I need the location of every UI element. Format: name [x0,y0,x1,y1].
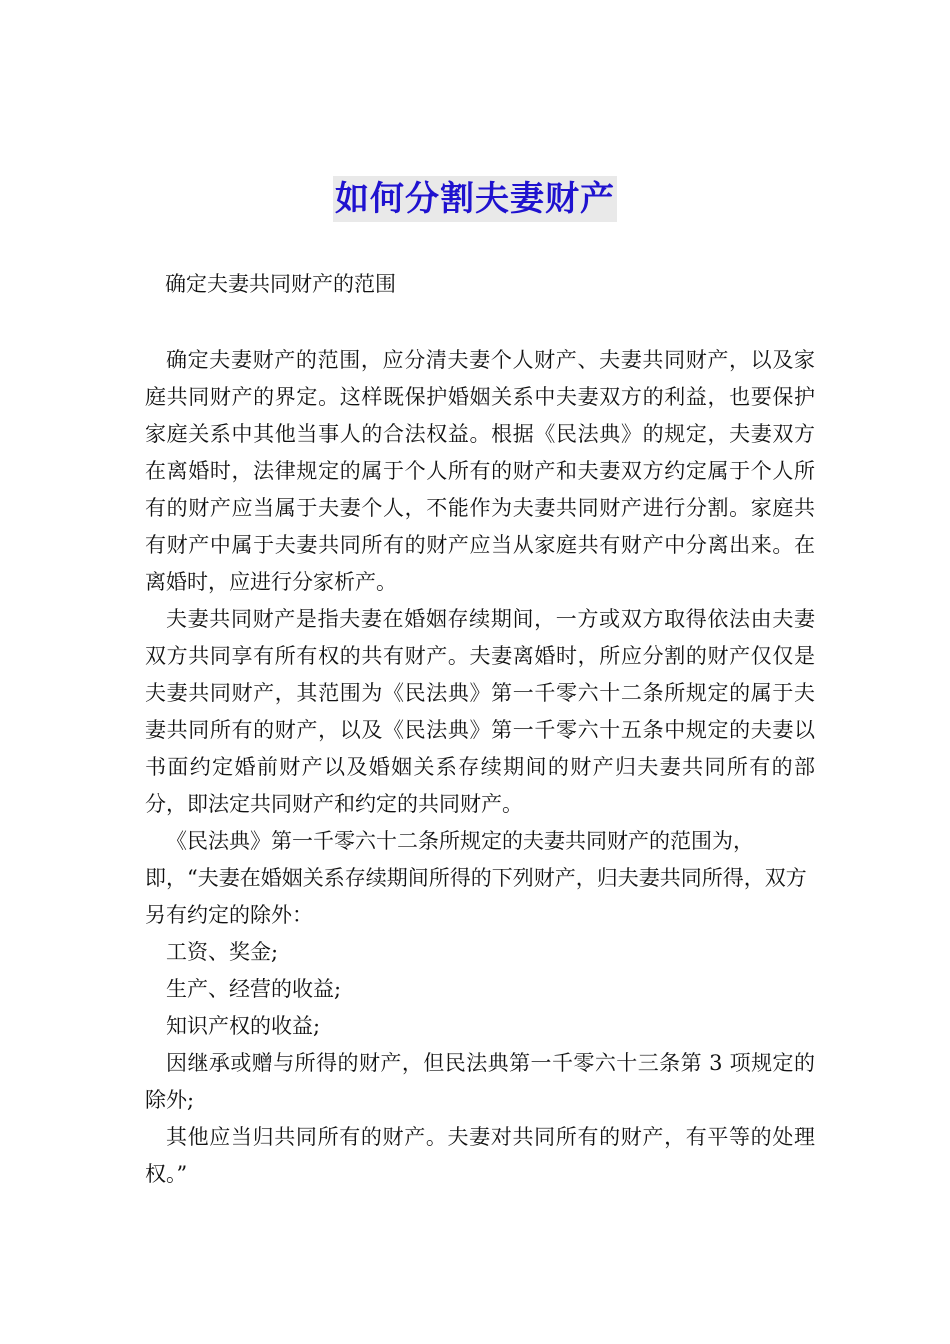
list-item-wages: 工资、奖金; [166,940,279,964]
paragraph-article-1062: 《民法典》第一千零六十二条所规定的夫妻共同财产的范围为，即，“夫妻在婚姻关系存续期间所得的下列财产，归夫妻共同所得，双方另有约定的除外： [145,829,807,927]
list-item-business-income: 生产、经营的收益; [166,977,342,1001]
paragraph-joint-property-definition: 夫妻共同财产是指夫妻在婚姻存续期间，一方或双方取得依法由夫妻双方共同享有所有权的共有财产。夫妻离婚时，所应分割的财产仅仅是夫妻共同财产，其范围为《民法典》第一千零六十二条所规定的属于夫妻共同所有的财产，以及《民法典》第一千零六十五条中规定的夫妻以书面约定婚前财产以及婚姻关系存续期间的财产归夫妻共同所有的部分，即法定共同财产和约定的共同财产。 [145,607,815,816]
title-container [0,176,950,222]
section-heading: 确定夫妻共同财产的范围 [165,272,396,296]
list-item-other-property: 其他应当归共同所有的财产。夫妻对共同所有的财产，有平等的处理权。” [145,1125,815,1186]
document-body [145,342,815,1193]
paragraph-property-scope: 确定夫妻财产的范围，应分清夫妻个人财产、夫妻共同财产，以及家庭共同财产的界定。这样既保护婚姻关系中夫妻双方的利益，也要保护家庭关系中其他当事人的合法权益。根据《民法典》的规定，夫妻双方在离婚时，法律规定的属于个人所有的财产和夫妻双方约定属于个人所有的财产应当属于夫妻个人，不能作为夫妻共同财产进行分割。家庭共有财产中属于夫妻共同所有的财产应当从家庭共有财产中分离出来。在离婚时，应进行分家析产。 [145,348,815,594]
document-title: 如何分割夫妻财产 [333,176,617,222]
list-item-ip-income: 知识产权的收益; [166,1014,321,1038]
list-item-inheritance: 因继承或赠与所得的财产，但民法典第一千零六十三条第 3 项规定的除外; [145,1051,815,1112]
